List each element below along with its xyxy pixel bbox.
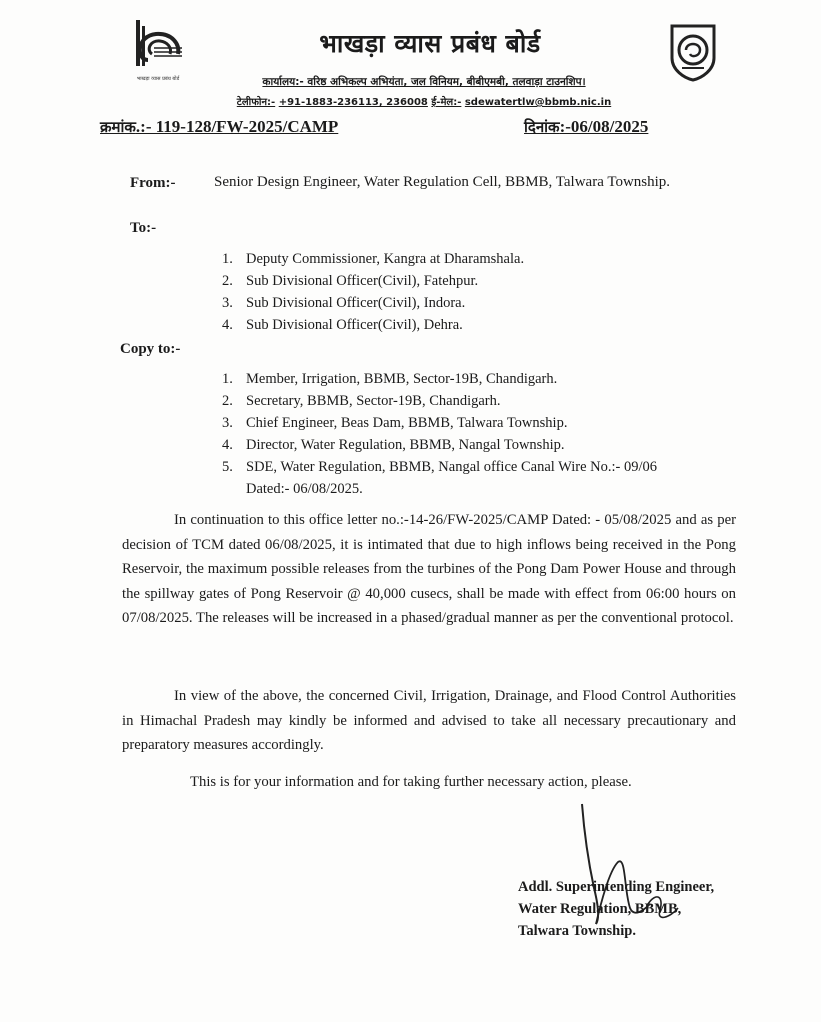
to-list (222, 248, 524, 336)
list-item: 5. SDE, Water Regulation, BBMB, Nangal office Canal Wire No.:- 09/06 (222, 459, 658, 475)
list-item: 2. Secretary, BBMB, Sector-19B, Chandigarh. (222, 393, 501, 409)
copy-to-list (222, 368, 657, 500)
list-item: 3. Chief Engineer, Beas Dam, BBMB, Talwara Township. (222, 415, 568, 431)
email-address: sdewatertlw@bbmb.nic.in (464, 97, 612, 108)
list-item: 4. Sub Divisional Officer(Civil), Dehra. (222, 317, 463, 333)
closing-line: This is for your information and for taking further necessary action, please. (190, 774, 632, 790)
list-item-continuation: Dated:- 06/08/2025. (246, 481, 363, 497)
office-address: कार्यालय:- वरिष्ठ अभिकल्प अभियंता, जल विनियम, बीबीएमबी, तलवाड़ा टाउनशिप। (262, 76, 586, 88)
phone-number: +91-1883-236113, 236008 (278, 97, 428, 108)
email-label: ई-मेल:- (431, 97, 462, 108)
list-item: 2. Sub Divisional Officer(Civil), Fatehpur. (222, 273, 479, 289)
reference-label: क्रमांक (100, 118, 136, 136)
from-label: From:- (130, 175, 176, 191)
body-paragraph-1: In continuation to this office letter no.:-14-26/FW-2025/CAMP Dated: - 05/08/2025 and as per decision of TCM dated 06/08/2025, it is intimated that due to high inflows being received in the Pong Reservoir, the maximum possible releases from the turbines of the Pong Dam Power House and through the spillway gates of Pong Reservoir @ 40,000 cusecs, shall be made with effect from 06:00 hours on 07/08/2025. The releases will be increased in a phased/gradual manner as per the conventional protocol. (122, 512, 736, 627)
bbmb-logo-right-icon (664, 18, 722, 82)
to-label: To:- (130, 220, 157, 236)
signature-block (518, 876, 714, 942)
logo-left-caption: भाखड़ा व्यास प्रबंध बोर्ड (136, 76, 180, 82)
date-label: दिनांक (524, 118, 560, 136)
signatory-location: Talwara Township. (518, 923, 636, 939)
date-value: :-06/08/2025 (559, 117, 649, 136)
contact-line (214, 94, 634, 108)
org-title: भाखड़ा व्यास प्रबंध बोर्ड (319, 29, 541, 58)
signatory-designation: Addl. Superintending Engineer, (518, 879, 715, 895)
reference-value: .:- 119-128/FW-2025/CAMP (135, 117, 339, 136)
list-item: 1. Member, Irrigation, BBMB, Sector-19B, Chandigarh. (222, 371, 558, 387)
letter-date (524, 117, 648, 137)
from-text: Senior Design Engineer, Water Regulation Cell, BBMB, Talwara Township. (214, 174, 671, 190)
list-item: 3. Sub Divisional Officer(Civil), Indora. (222, 295, 466, 311)
reference-number (100, 117, 338, 137)
signatory-office: Water Regulation, BBMB, (518, 901, 682, 917)
list-item: 4. Director, Water Regulation, BBMB, Nangal Township. (222, 437, 565, 453)
copy-to-label: Copy to:- (120, 341, 181, 357)
body-paragraph-2: In view of the above, the concerned Civil, Irrigation, Drainage, and Flood Control Authorities in Himachal Pradesh may kindly be informed and advised to take all necessary precautionary and preparatory measures accordingly. (122, 688, 736, 754)
phone-label: टेलीफोन:- (236, 97, 276, 108)
bbmb-logo-left-icon (128, 16, 186, 76)
list-item: 1. Deputy Commissioner, Kangra at Dharamshala. (222, 251, 525, 267)
